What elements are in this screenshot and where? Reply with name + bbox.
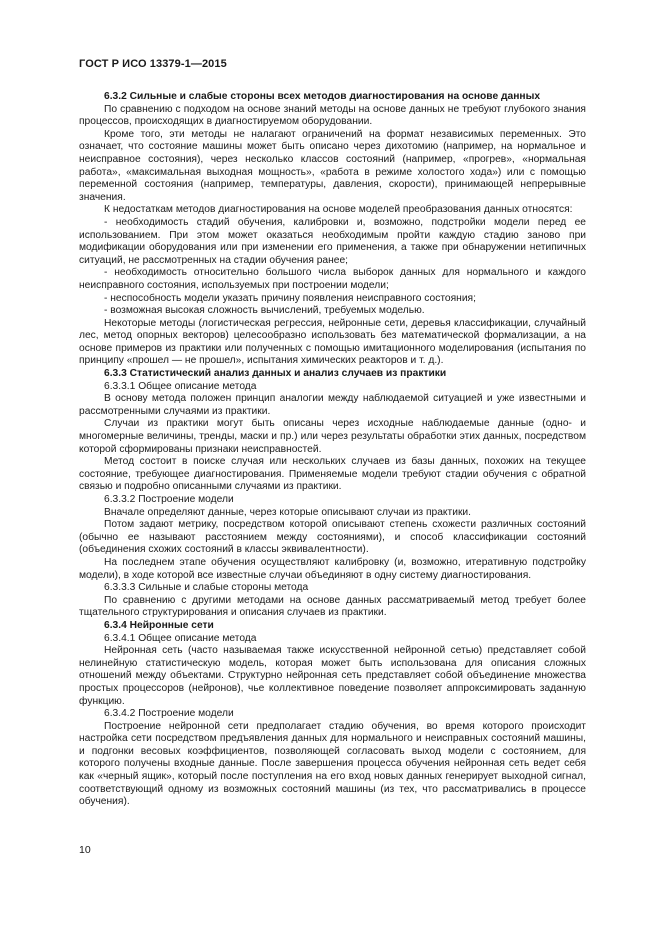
- paragraph: Вначале определяют данные, через которые описывают случаи из практики.: [104, 506, 471, 518]
- paragraph: Кроме того, эти методы не налагают ограничений на формат независимых переменных. Это означает, что состояние машины может быть описано через дихотомию (например, на нормальное и неисправное состояния), через несколько классов состояний (например, «прогрев», «нормальная работа», «максимальная выходная мощность», «работа в режиме холостого хода») или с помощью переменной состояния (например, температуры, давления, скорости), принимающей непрерывные значения.: [79, 128, 586, 203]
- paragraph: На последнем этапе обучения осуществляют калибровку (и, возможно, итеративную подстройку модели), в ходе которой все известные случаи объединяют в одну систему диагностирования.: [79, 556, 586, 581]
- subsection-heading: 6.3.4.1 Общее описание метода: [104, 632, 257, 644]
- paragraph: - неспособность модели указать причину появления неисправного состояния;: [104, 292, 476, 304]
- paragraph: - возможная высокая сложность вычислений, требуемых моделью.: [104, 305, 425, 317]
- paragraph: По сравнению с подходом на основе знаний методы на основе данных не требуют глубокого знания процессов, происходящих в диагностируемом оборудовании.: [79, 103, 586, 128]
- page-number: 10: [79, 844, 91, 856]
- paragraph: Случаи из практики могут быть описаны через исходные наблюдаемые данные (одно- и многомерные величины, тренды, маски и пр.) или через результаты обработки этих данных, посредством которой сформированы признаки неисправностей.: [79, 418, 586, 455]
- paragraph: - необходимость относительно большого числа выборок данных для нормального и каждого неисправного состояния, используемых при построении модели;: [79, 267, 586, 291]
- paragraph: Метод состоит в поиске случая или нескольких случаев из базы данных, похожих на текущее состояние, требующее диагностирования. Применяемые модели требуют стадии обучения с обратной связью и подробно описанными случаями из практики.: [79, 456, 586, 493]
- section-heading: 6.3.4 Нейронные сети: [104, 619, 214, 631]
- paragraph: К недостаткам методов диагностирования на основе моделей преобразования данных относятся:: [104, 204, 573, 216]
- paragraph: Потом задают метрику, посредством которой описывают степень схожести различных состояний (обычно ее называют расстоянием между состояниями), и способ классификации состояний (объединения схожих состояний в классы эквивалентности).: [79, 519, 586, 556]
- subsection-heading: 6.3.3.1 Общее описание метода: [104, 380, 257, 392]
- section-heading: 6.3.3 Статистический анализ данных и анализ случаев из практики: [104, 368, 447, 380]
- section-heading: 6.3.2 Сильные и слабые стороны всех методов диагностирования на основе данных: [104, 91, 541, 102]
- document-body: [79, 91, 586, 809]
- paragraph: Некоторые методы (логистическая регрессия, нейронные сети, деревья классификации, случайный лес, метод опорных векторов) целесообразно использовать без математической формализации, а на основе примеров из практики или полученных с помощью имитационного моделирования (испытания по принципу «прошел — не прошел», испытания химических реакторов и т. д.).: [79, 317, 586, 367]
- subsection-heading: 6.3.3.3 Сильные и слабые стороны метода: [104, 582, 309, 594]
- subsection-heading: 6.3.4.2 Построение модели: [104, 708, 234, 720]
- subsection-heading: 6.3.3.2 Построение модели: [104, 494, 234, 505]
- paragraph: Нейронная сеть (часто называемая также искусственной нейронной сетью) представляет собой нелинейную статистическую модель, которая может быть использована для описания сложных отношений между объектами. Структурно нейронная сеть представляет собой объединение множества простых процессоров (нейронов), чье коллективное поведение позволяет аппроксимировать заданную функцию.: [79, 645, 586, 707]
- paragraph: По сравнению с другими методами на основе данных рассматриваемый метод требует более тщательного структурирования и описания случаев из практики.: [79, 594, 586, 619]
- standard-header: ГОСТ Р ИСО 13379-1—2015: [79, 58, 227, 70]
- paragraph: - необходимость стадий обучения, калибровки и, возможно, подстройки модели перед ее использованием. При этом может оказаться необходимым пройти каждую стадию заново при модификации оборудования или при изменении его применения, а также при обнаружении нетипичных ситуаций, не рассмотренных на стадии обучения ранее;: [79, 216, 586, 266]
- paragraph: Построение нейронной сети предполагает стадию обучения, во время которого происходит настройка сети посредством предъявления данных для нормального и неисправных состояний машины, и подгонки весовых коэффициентов, позволяющей согласовать выход модели с состоянием, для которого получены входные данные. После завершения процесса обучения нейронная сеть ведет себя как «черный ящик», который после поступления на его вход новых данных генерирует выходной сигнал, соответствующий одному из возможных состояний машины (из тех, что рассматривались в процессе обучения).: [79, 720, 586, 808]
- paragraph: В основу метода положен принцип аналогии между наблюдаемой ситуацией и уже известными и рассмотренными случаями из практики.: [79, 393, 586, 417]
